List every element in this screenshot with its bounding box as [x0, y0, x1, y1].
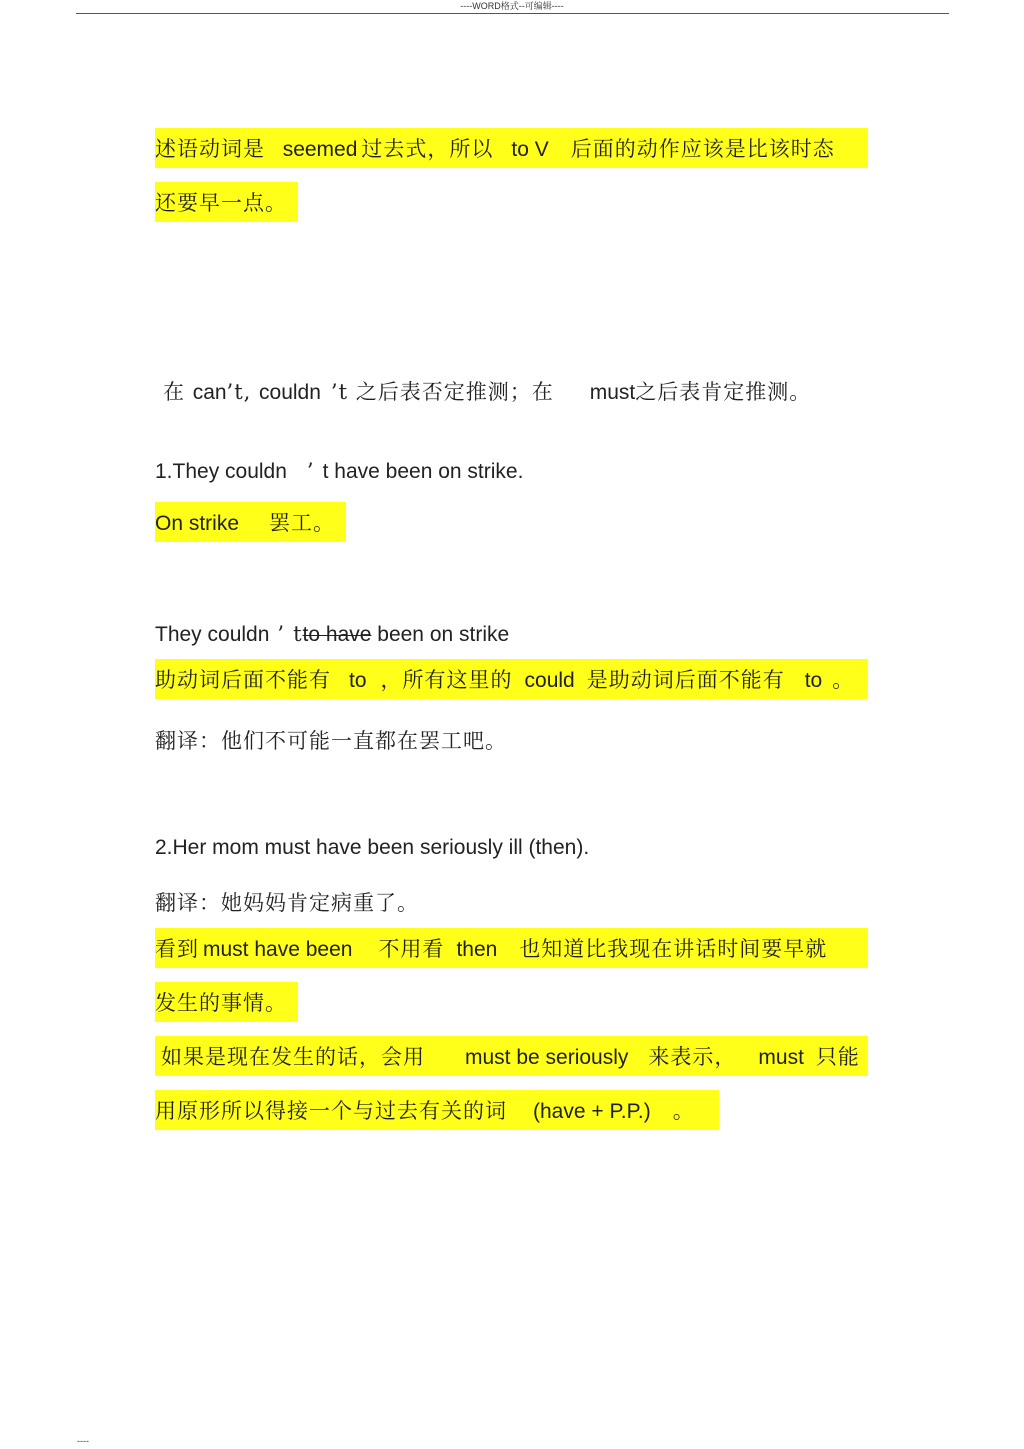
- text-run: couldn: [259, 381, 321, 404]
- text-run: They couldn: [155, 623, 270, 646]
- ex1-corrected: [155, 613, 509, 653]
- text-run: 1.They couldn: [155, 460, 287, 483]
- ex2-sentence: [155, 827, 589, 867]
- ex2-note2-line1: [155, 1036, 868, 1076]
- ex2-note2-line2: [155, 1090, 719, 1130]
- text-run: to: [804, 669, 823, 692]
- ex1-translation: [155, 720, 507, 760]
- ex1-sentence: [155, 450, 523, 490]
- text-run: 罢工。: [269, 511, 336, 535]
- text-run: seemed: [282, 138, 358, 161]
- text-run: 述语动词是: [155, 137, 273, 161]
- text-run: must: [589, 381, 636, 404]
- text-run: could: [524, 669, 575, 692]
- text-run: On strike: [155, 512, 240, 535]
- text-run: then: [456, 938, 498, 961]
- text-run: ’t,: [226, 380, 260, 404]
- text-run: 如果是现在发生的话，会用: [161, 1045, 425, 1069]
- text-run: (have + P.P.): [533, 1100, 651, 1123]
- text-run: 2.Her mom must have been seriously ill (then).: [155, 836, 590, 859]
- text-run: t: [293, 622, 303, 646]
- text-run: can: [192, 381, 227, 404]
- text-run: ’: [306, 459, 315, 483]
- struck-text: to have: [302, 623, 372, 646]
- text-run: ’t 之后表否定推测；在: [330, 380, 554, 404]
- text-run: to: [349, 669, 367, 692]
- page-header: ----WORD格式--可编辑----: [460, 1, 564, 11]
- text-run: to V: [511, 138, 549, 161]
- ex1-explain: [155, 659, 868, 699]
- text-run: 还要早一点。: [155, 191, 287, 215]
- footer-mark: ----: [77, 1436, 89, 1446]
- text-run: 用原形所以得接一个与过去有关的词: [155, 1099, 507, 1123]
- text-run: 。: [672, 1099, 695, 1123]
- text-run: 不用看: [378, 937, 445, 961]
- p2-line: [163, 371, 811, 411]
- text-run: 翻译：她妈妈肯定病重了。: [155, 891, 419, 915]
- header-rule: [76, 13, 949, 14]
- ex1-note: [155, 502, 346, 542]
- text-run: must be seriously: [465, 1046, 629, 1069]
- ex2-note-line2: [155, 982, 298, 1022]
- text-run: 也知道比我现在讲话时间要早就: [519, 937, 828, 961]
- text-run: 是助动词后面不能有: [586, 668, 785, 692]
- text-run: 翻译：他们不可能一直都在罢工吧。: [155, 729, 507, 753]
- p1-line2: [155, 182, 298, 222]
- text-run: 看到: [155, 937, 199, 961]
- text-run: must have been: [203, 938, 353, 961]
- text-run: 来表示，: [648, 1045, 737, 1069]
- text-run: 助动词后面不能有: [155, 668, 331, 692]
- text-run: 。: [832, 668, 855, 692]
- text-run: 之后表肯定推测。: [635, 380, 812, 404]
- text-run: t have been on strike.: [322, 460, 524, 483]
- text-run: 只能: [815, 1045, 860, 1069]
- text-run: been on strike: [371, 623, 510, 646]
- text-run: ，所有这里的: [380, 668, 513, 692]
- text-run: 过去式，所以: [361, 137, 494, 161]
- text-run: 后面的动作应该是比该时态: [570, 137, 835, 161]
- text-run: must: [758, 1046, 804, 1069]
- p1-line1: [155, 128, 868, 168]
- text-run: ’: [277, 622, 286, 646]
- ex2-note-line1: [155, 928, 868, 968]
- ex2-translation: [155, 882, 419, 922]
- text-run: 发生的事情。: [155, 991, 287, 1015]
- text-run: 在: [163, 380, 193, 404]
